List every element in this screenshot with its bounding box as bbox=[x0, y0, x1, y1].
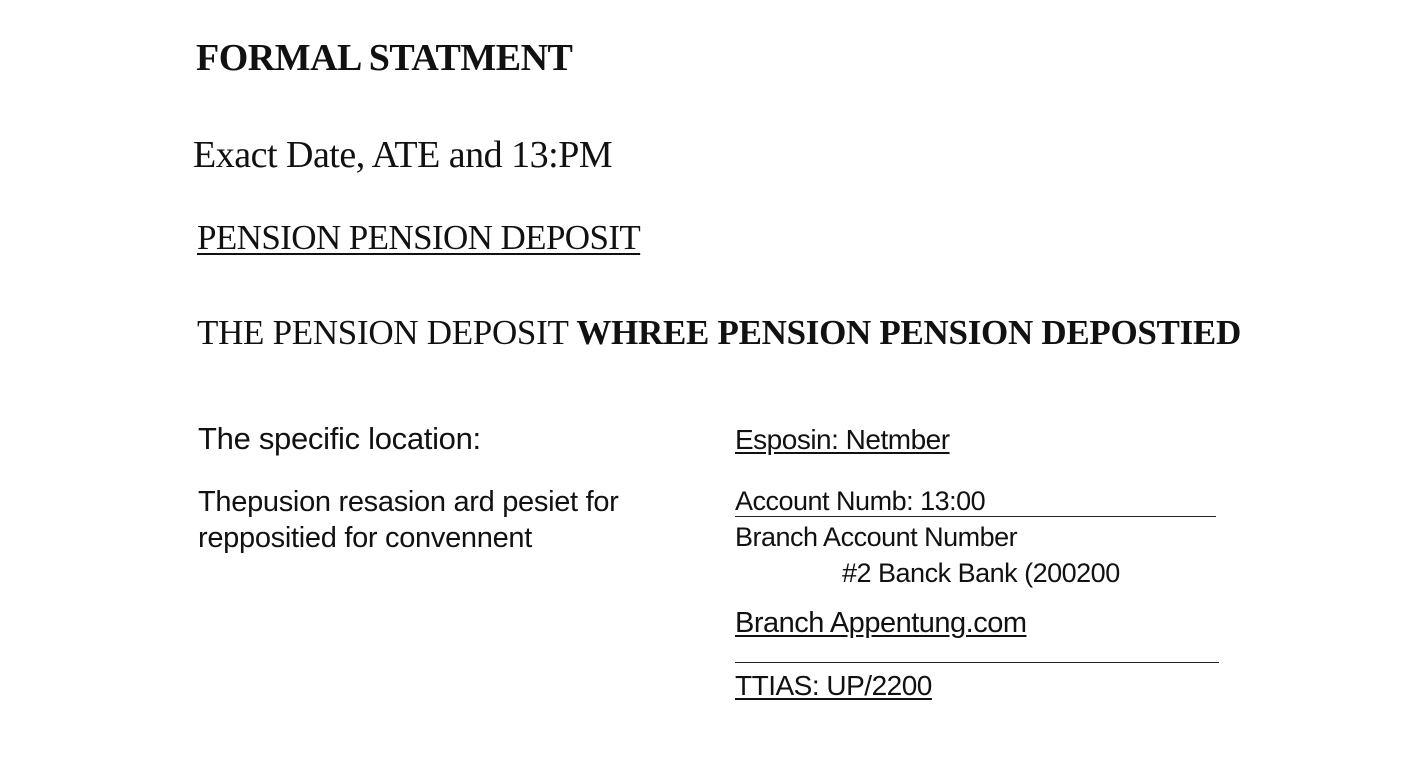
location-label: The specific location: bbox=[198, 421, 481, 456]
divider-line bbox=[735, 662, 1219, 663]
section-title: PENSION PENSION DEPOSIT bbox=[197, 218, 641, 257]
location-description bbox=[198, 484, 619, 556]
location-description-line-1: Thepusion resasion ard pesiet for bbox=[198, 486, 619, 518]
deposit-heading-part-a: THE PENSION DEPOSIT bbox=[197, 313, 568, 352]
location-description-line-2: reppositied for convennent bbox=[198, 522, 532, 554]
account-number-line: Account Numb: 13:00 bbox=[735, 486, 986, 516]
branch-website: Branch Appentung.com bbox=[735, 607, 1027, 639]
date-line: Exact Date, ATE and 13:PM bbox=[193, 134, 613, 176]
deposit-heading bbox=[197, 313, 1241, 353]
divider-line bbox=[735, 516, 1216, 517]
deposit-heading-part-b: WHREE PENSION PENSION DEPOSTIED bbox=[576, 313, 1241, 352]
deposit-info-heading: Esposin: Netmber bbox=[735, 424, 950, 455]
branch-account-number: Branch Account Number bbox=[735, 522, 1018, 552]
document-title: FORMAL STATMENT bbox=[196, 37, 573, 79]
bank-name-line: #2 Banck Bank (200200 bbox=[842, 558, 1120, 588]
ttias-line: TTIAS: UP/2200 bbox=[735, 670, 932, 701]
